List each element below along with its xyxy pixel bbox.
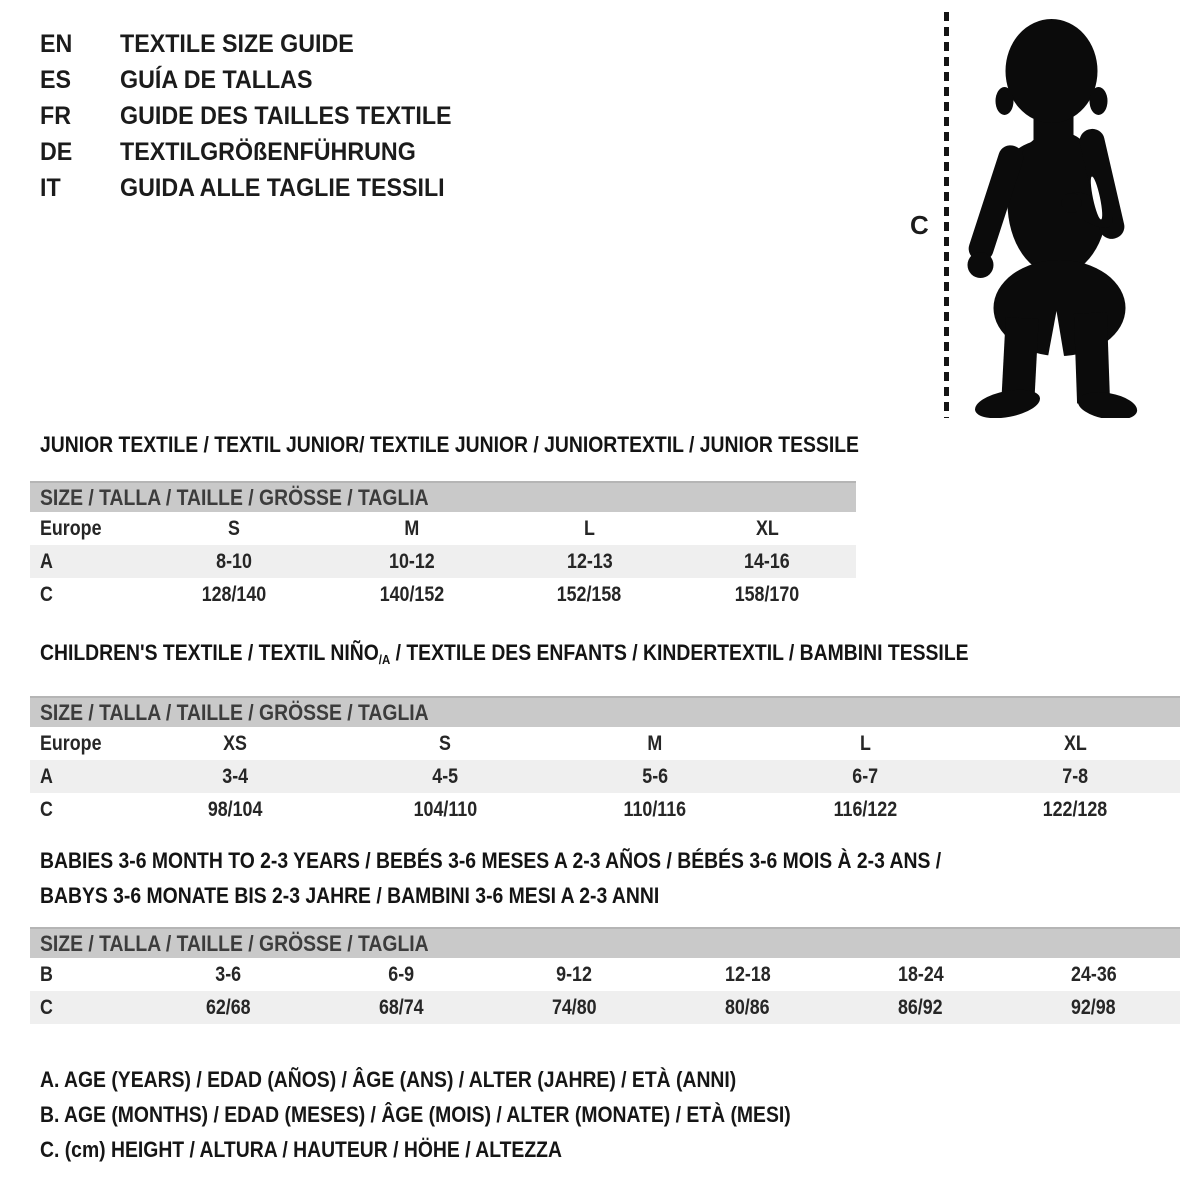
cell-value: 104/110 [413,797,477,821]
guide-title-fr: GUIDE DES TAILLES TEXTILE [120,101,452,130]
guide-title-en: TEXTILE SIZE GUIDE [120,29,354,58]
cell-value: 3-4 [222,764,248,788]
column-header-europe: Europe [40,516,102,540]
cell-value: 80/86 [725,995,770,1019]
guide-title-it: GUIDA ALLE TAGLIE TESSILI [120,173,445,202]
column-header-size: S [439,731,451,755]
column-header-size: M [647,731,663,755]
cell-value: 62/68 [206,995,251,1019]
cell-value: 14-16 [744,549,790,573]
cell-value: 3-6 [215,962,242,986]
column-header-size: XS [223,731,247,755]
column-header-size: M [404,516,420,540]
measurement-legend [40,1062,893,1167]
babies-title-line-1: BABIES 3-6 MONTH TO 2-3 YEARS / BEBÉS 3-6 MESES A 2-3 AÑOS / BÉBÉS 3-6 MOIS À 2-3 ANS / [40,848,942,873]
column-header-size: XL [755,516,779,540]
size-header-band: SIZE / TALLA / TAILLE / GRÖSSE / TAGLIA [30,481,856,512]
table-header-row [30,512,856,545]
table-row-age [30,760,1180,793]
row-label: A [40,764,53,788]
cell-value: 86/92 [898,995,943,1019]
table-row-height [30,793,1180,826]
junior-size-table [30,512,856,611]
language-code: FR [40,101,71,130]
babies-size-table [30,958,1180,1024]
table-row-age [30,545,856,578]
childrens-size-table [30,727,1180,826]
language-code: DE [40,137,73,166]
cell-value: 98/104 [207,797,263,821]
cell-value: 92/98 [1071,995,1116,1019]
junior-textile-section [30,432,859,611]
language-row-de [40,134,477,170]
language-code: IT [40,173,61,202]
column-header-size: L [583,516,595,540]
column-header-size: L [859,731,871,755]
language-row-en [40,26,477,62]
column-header-size: XL [1063,731,1087,755]
row-label: A [40,549,53,573]
cell-value: 4-5 [432,764,458,788]
row-label: C [40,582,53,606]
cell-value: 110/116 [623,797,687,821]
junior-section-title: JUNIOR TEXTILE / TEXTIL JUNIOR/ TEXTILE JUNIOR / JUNIORTEXTIL / JUNIOR TESSILE [40,432,859,457]
cell-value: 116/122 [833,797,897,821]
cell-value: 122/128 [1042,797,1108,821]
baby-silhouette-icon [962,13,1140,418]
column-header-europe: Europe [40,731,102,755]
cell-value: 6-7 [852,764,878,788]
childrens-section-title: CHILDREN'S TEXTILE / TEXTIL $NIÑO_{/A}$ / TEXTILE DES ENFANTS / KINDERTEXTIL / BAMBINI TESSILE [40,640,969,667]
height-measure-label: C [910,210,929,240]
cell-value: 9-12 [556,962,593,986]
row-label: B [40,962,53,986]
cell-value: 152/158 [557,582,622,606]
cell-value: 6-9 [388,962,415,986]
language-code: EN [40,29,73,58]
legend-line-a: A. AGE (YEARS) / EDAD (AÑOS) / ÂGE (ANS) / ALTER (JAHRE) / ETÀ (ANNI) [40,1067,737,1092]
cell-value: 12-13 [566,549,613,573]
cell-value: 68/74 [379,995,424,1019]
language-row-fr [40,98,477,134]
cell-value: 74/80 [552,995,597,1019]
babies-title-line-2: BABYS 3-6 MONATE BIS 2-3 JAHRE / BAMBINI 3-6 MESI A 2-3 ANNI [40,883,660,908]
language-title-list [40,26,477,206]
nino-a-subscript: /A [378,652,391,667]
size-header-band: SIZE / TALLA / TAILLE / GRÖSSE / TAGLIA [30,696,1180,727]
guide-title-es: GUÍA DE TALLAS [120,65,313,94]
cell-value: 140/152 [379,582,444,606]
table-row-age-months [30,958,1180,991]
childrens-textile-section [30,641,1180,826]
cell-value: 7-8 [1062,764,1088,788]
babies-section-title [30,843,1180,913]
table-header-row [30,727,1180,760]
cell-value: 24-36 [1070,962,1117,986]
row-label: C [40,995,53,1019]
height-measure-dashed-line [944,12,949,418]
size-header-band: SIZE / TALLA / TAILLE / GRÖSSE / TAGLIA [30,927,1180,958]
guide-title-de: TEXTILGRÖßENFÜHRUNG [120,137,416,166]
cell-value: 12-18 [724,962,771,986]
cell-value: 18-24 [897,962,944,986]
language-code: ES [40,65,72,94]
cell-value: 158/170 [734,582,800,606]
cell-value: 10-12 [388,549,435,573]
legend-line-c: C. (cm) HEIGHT / ALTURA / HAUTEUR / HÖHE / ALTEZZA [40,1137,562,1162]
cell-value: 8-10 [216,549,252,573]
language-row-es [40,62,477,98]
table-row-height [30,991,1180,1024]
legend-line-b: B. AGE (MONTHS) / EDAD (MESES) / ÂGE (MOIS) / ALTER (MONATE) / ETÀ (MESI) [40,1102,791,1127]
language-row-it [40,170,477,206]
babies-textile-section [30,843,1180,1024]
cell-value: 128/140 [201,582,267,606]
table-row-height [30,578,856,611]
row-label: C [40,797,53,821]
cell-value: 5-6 [642,764,668,788]
column-header-size: S [227,516,240,540]
